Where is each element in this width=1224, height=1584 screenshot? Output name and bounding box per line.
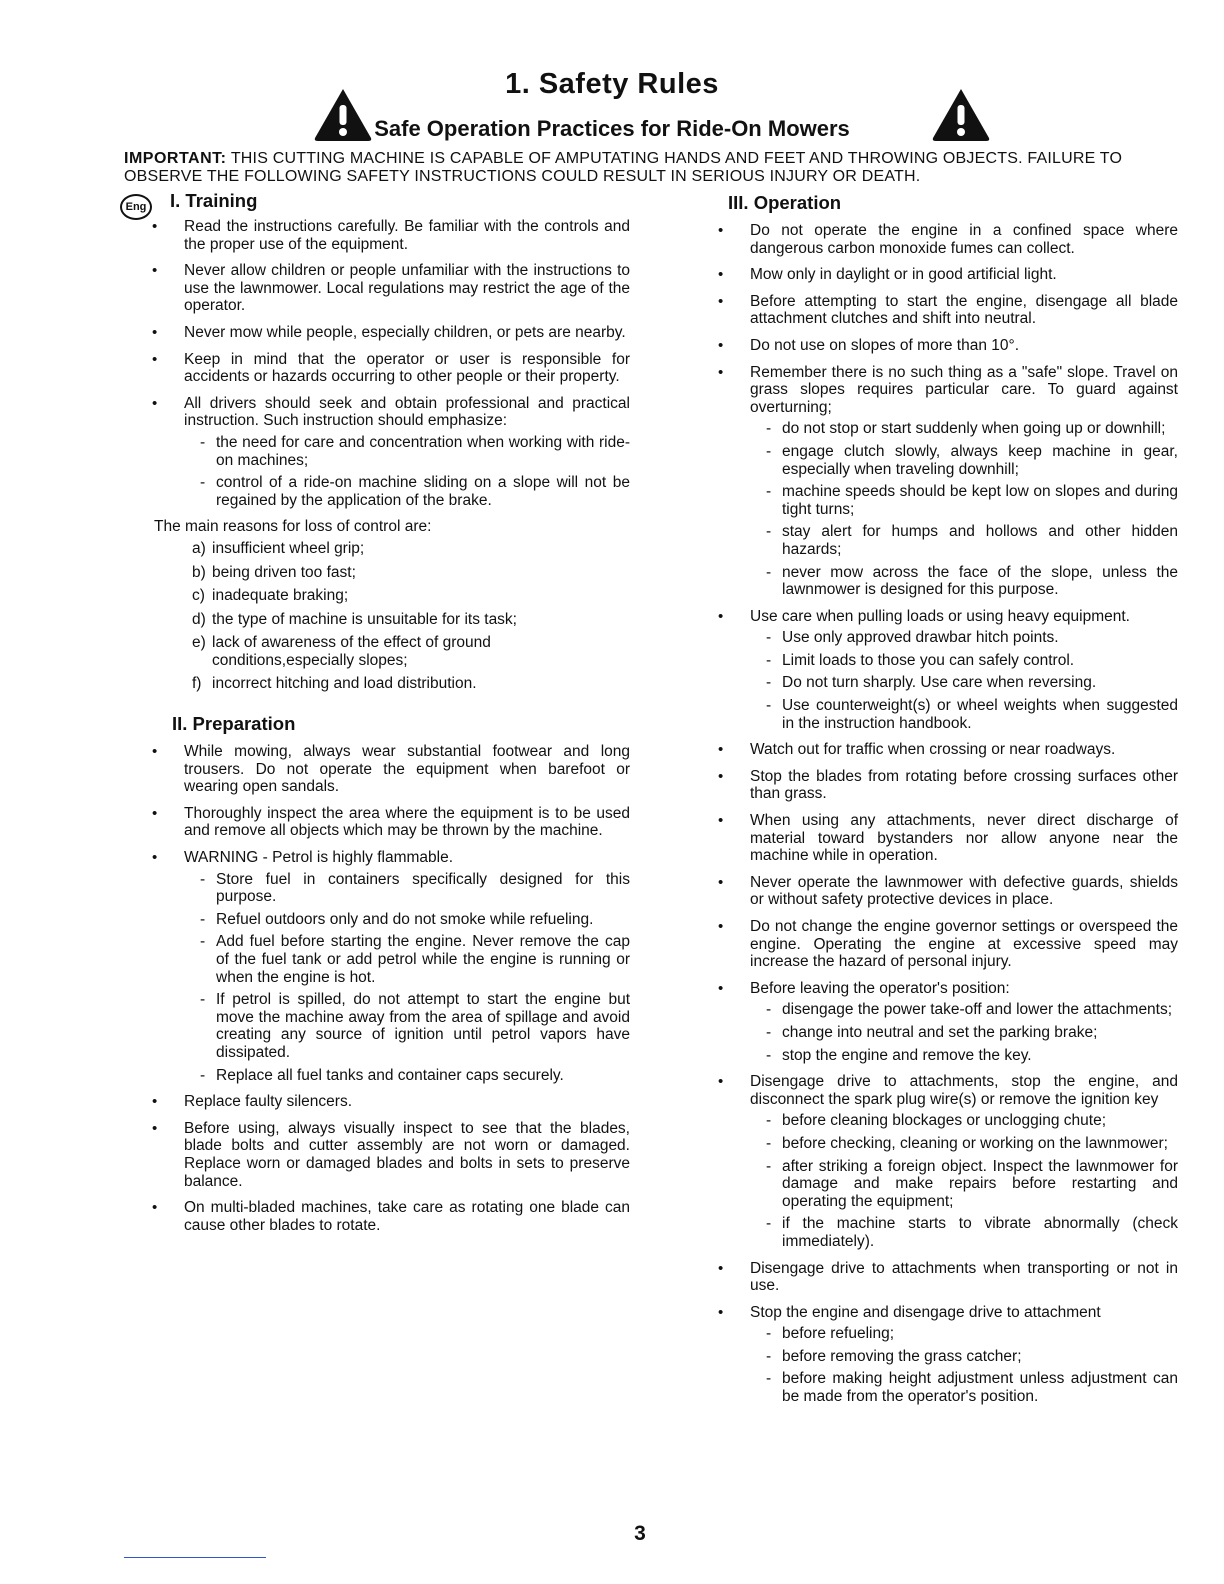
sub-list-item: - change into neutral and set the parking brake; <box>750 1024 1178 1042</box>
section-heading-operation: III. Operation <box>728 192 842 213</box>
list-item: • Keep in mind that the operator or user is responsible for accidents or hazards occurring to other people or their property. <box>150 351 630 386</box>
sub-list-item: - Replace all fuel tanks and container caps securely. <box>184 1067 630 1085</box>
preparation-list <box>150 743 630 1234</box>
sub-list-item: - stay alert for humps and hollows and other hidden hazards; <box>750 523 1178 558</box>
list-item: • Never operate the lawnmower with defective guards, shields or without safety protective devices in place. <box>716 874 1178 909</box>
sub-list-item: - before making height adjustment unless adjustment can be made from the operator's position. <box>750 1370 1178 1405</box>
sub-list-item: - before refueling; <box>750 1325 1178 1343</box>
sub-list-item: - the need for care and concentration when working with ride-on machines; <box>184 434 630 469</box>
reasons-list <box>150 540 630 693</box>
sub-list <box>750 1001 1178 1064</box>
sub-list <box>750 629 1178 732</box>
important-notice <box>124 150 1184 186</box>
sub-list-item: - Use only approved drawbar hitch points. <box>750 629 1178 647</box>
list-item: • WARNING - Petrol is highly flammable. - Store fuel in containers specifically designed for this purpose. - Refuel outdoors only and do not smoke while refueling. - Add fuel before starting the engine. Never remove the cap of the fuel tank or add petrol while the engine is running or when the engine is hot. - If petrol is spilled, do not attempt to start the engine but move the machine away from the area of spillage and avoid creating any source of ignition until petrol vapors have dissipated. - Replace all fuel tanks and container caps securely. <box>150 849 630 1084</box>
sub-list <box>184 434 630 509</box>
list-item: • Read the instructions carefully. Be familiar with the controls and the proper use of the equipment. <box>150 218 630 253</box>
sub-list-item: - Limit loads to those you can safely control. <box>750 652 1178 670</box>
reasons-lead: The main reasons for loss of control are: <box>154 518 432 536</box>
list-item: • Disengage drive to attachments when transporting or not in use. <box>716 1260 1178 1295</box>
sub-list-item: - before checking, cleaning or working on the lawnmower; <box>750 1135 1178 1153</box>
list-item: • Never mow while people, especially children, or pets are nearby. <box>150 324 630 342</box>
sub-list-item: - Do not turn sharply. Use care when reversing. <box>750 674 1178 692</box>
sub-list <box>750 1325 1178 1405</box>
list-item: • Stop the blades from rotating before crossing surfaces other than grass. <box>716 768 1178 803</box>
list-item: • Disengage drive to attachments, stop the engine, and disconnect the spark plug wire(s) or remove the ignition key - before cleaning blockages or unclogging chute; - before checking, cleaning or working on the lawnmower; - after striking a foreign object. Inspect the lawnmower for damage and make repairs before restarting and operating the equipment; - if the machine starts to vibrate abnormally (check immediately). <box>716 1073 1178 1250</box>
sub-list-item: - engage clutch slowly, always keep machine in gear, especially when traveling downhill; <box>750 443 1178 478</box>
list-item: • Before leaving the operator's position: - disengage the power take-off and lower the attachments; - change into neutral and set the parking brake; - stop the engine and remove the key. <box>716 980 1178 1064</box>
list-item: • Use care when pulling loads or using heavy equipment. - Use only approved drawbar hitch points. - Limit loads to those you can safely control. - Do not turn sharply. Use care when reversing. - Use counterweight(s) or wheel weights when suggested in the instruction handbook. <box>716 608 1178 733</box>
list-item: • Before attempting to start the engine, disengage all blade attachment clutches and shift into neutral. <box>716 293 1178 328</box>
important-label: IMPORTANT: <box>124 150 227 167</box>
sub-list <box>184 871 630 1085</box>
sub-list-item: - before removing the grass catcher; <box>750 1348 1178 1366</box>
right-column <box>716 192 1178 1415</box>
list-item: • Replace faulty silencers. <box>150 1093 630 1111</box>
reason-item: e) lack of awareness of the effect of ground conditions,especially slopes; <box>192 634 491 669</box>
reason-item: d) the type of machine is unsuitable for its task; <box>192 610 517 628</box>
sub-list-item: - Refuel outdoors only and do not smoke while refueling. <box>184 911 630 929</box>
sub-list <box>750 1112 1178 1250</box>
language-badge-icon: Eng <box>120 194 152 220</box>
list-item: • When using any attachments, never direct discharge of material toward bystanders nor allow anyone near the machine while in operation. <box>716 812 1178 865</box>
list-item: • Stop the engine and disengage drive to attachment - before refueling; - before removing the grass catcher; - before making height adjustment unless adjustment can be made from the operator's position. <box>716 1304 1178 1406</box>
reason-item: a) insufficient wheel grip; <box>192 539 365 557</box>
sub-list-item: - Add fuel before starting the engine. Never remove the cap of the fuel tank or add petrol while the engine is running or when the engine is hot. <box>184 933 630 986</box>
sub-list-item: - Use counterweight(s) or wheel weights when suggested in the instruction handbook. <box>750 697 1178 732</box>
footer-rule <box>124 1557 266 1558</box>
reason-item: b) being driven too fast; <box>192 563 356 581</box>
list-item: • Remember there is no such thing as a "safe" slope. Travel on grass slopes requires particular care. To guard against overturning; - do not stop or start suddenly when going up or downhill; - engage clutch slowly, always keep machine in gear, especially when traveling downhill; - machine speeds should be kept low on slopes and during tight turns; - stay alert for humps and hollows and other hidden hazards; - never mow across the face of the slope, unless the lawnmower is designed for this purpose. <box>716 364 1178 599</box>
reason-item: c) inadequate braking; <box>192 587 349 605</box>
sub-list-item: - after striking a foreign object. Inspect the lawnmower for damage and make repairs before restarting and operating the equipment; <box>750 1158 1178 1211</box>
list-item: • While mowing, always wear substantial footwear and long trousers. Do not operate the equipment when barefoot or wearing open sandals. <box>150 743 630 796</box>
page-subtitle: Safe Operation Practices for Ride-On Mowers <box>374 116 850 141</box>
list-item: • All drivers should seek and obtain professional and practical instruction. Such instruction should emphasize: - the need for care and concentration when working with ride-on machines; - control of a ride-on machine sliding on a slope will not be regained by the application of the brake. <box>150 395 630 510</box>
section-heading-preparation: II. Preparation <box>172 713 296 735</box>
page-number: 3 <box>634 1522 646 1545</box>
sub-list-item: - stop the engine and remove the key. <box>750 1047 1178 1065</box>
list-item: • Watch out for traffic when crossing or near roadways. <box>716 741 1178 759</box>
reason-item: f) incorrect hitching and load distribution. <box>192 675 477 693</box>
sub-list-item: - if the machine starts to vibrate abnormally (check immediately). <box>750 1215 1178 1250</box>
sub-list-item: - Store fuel in containers specifically designed for this purpose. <box>184 871 630 906</box>
sub-list-item: - disengage the power take-off and lower the attachments; <box>750 1001 1178 1019</box>
page-title: 1. Safety Rules <box>505 68 719 100</box>
sub-list-item: - do not stop or start suddenly when going up or downhill; <box>750 420 1178 438</box>
sub-list <box>750 420 1178 598</box>
list-item: • Never allow children or people unfamiliar with the instructions to use the lawnmower. Local regulations may restrict the age of the operator. <box>150 262 630 315</box>
list-item: • Thoroughly inspect the area where the equipment is to be used and remove all objects which may be thrown by the machine. <box>150 805 630 840</box>
section-heading-training: I. Training <box>170 190 258 211</box>
important-text: THIS CUTTING MACHINE IS CAPABLE OF AMPUTATING HANDS AND FEET AND THROWING OBJECTS. FAILURE TO OBSERVE THE FOLLOWING SAFETY INSTRUCTIONS COULD RESULT IN SERIOUS INJURY OR DEATH. <box>124 150 1123 185</box>
list-item: • Before using, always visually inspect to see that the blades, blade bolts and cutter assembly are not worn or damaged. Replace worn or damaged blades and bolts in sets to preserve balance. <box>150 1120 630 1190</box>
list-item: • Do not change the engine governor settings or overspeed the engine. Operating the engine at excessive speed may increase the hazard of personal injury. <box>716 918 1178 971</box>
sub-list-item: - machine speeds should be kept low on slopes and during tight turns; <box>750 483 1178 518</box>
sub-list-item: - before cleaning blockages or unclogging chute; <box>750 1112 1178 1130</box>
sub-list-item: - never mow across the face of the slope, unless the lawnmower is designed for this purpose. <box>750 564 1178 599</box>
list-item: • Mow only in daylight or in good artificial light. <box>716 266 1178 284</box>
list-item: • Do not use on slopes of more than 10°. <box>716 337 1178 355</box>
list-item: • On multi-bladed machines, take care as rotating one blade can cause other blades to rotate. <box>150 1199 630 1234</box>
operation-list <box>716 222 1178 1406</box>
list-item: • Do not operate the engine in a confined space where dangerous carbon monoxide fumes can collect. <box>716 222 1178 257</box>
left-column <box>150 190 630 1243</box>
sub-list-item: - control of a ride-on machine sliding on a slope will not be regained by the application of the brake. <box>184 474 630 509</box>
sub-list-item: - If petrol is spilled, do not attempt to start the engine but move the machine away from the area of spillage and avoid creating any source of ignition until petrol vapors have dissipated. <box>184 991 630 1061</box>
training-list <box>150 218 630 509</box>
